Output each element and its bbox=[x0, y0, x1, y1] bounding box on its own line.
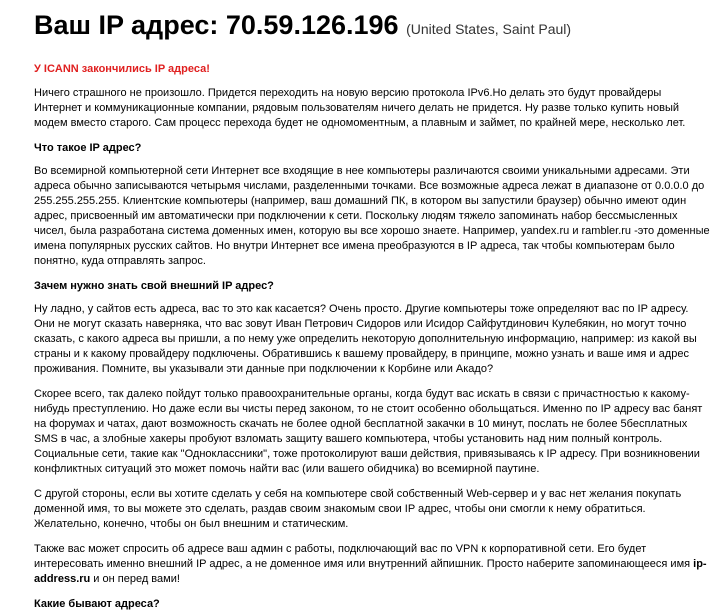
admin-text-before: Также вас может спросить об адресе ваш админ с работы, подключающий вас по VPN к корпоративной сети. Его будет интересовать именно внешний IP адрес, а не доменное имя или внутренний айпишник. Просто наберите запоминающееся имя bbox=[34, 543, 694, 570]
question-what-is-ip: Что такое IP адрес? bbox=[34, 142, 142, 154]
answer-what-is-ip: Во всемирной компьютерной сети Интернет все входящие в нее компьютеры различаются своими уникальными адресами. Эти адреса обычно записываются четырьмя числами, разделенными точками. Все возможные адреса лежат в диапазоне от 0.0.0.0 до 255.255.255.255. Клиентские компьютеры (например, ваш домашний ПК, в котором вы запустили браузер) обычно имеют один адрес, присвоенный им автоматически при подключении к сети. Поскольку людям тяжело запоминать набор бессмысленных чисел, была разработана система доменных имен, которую вы все хорошо знаете. Например, yandex.ru и rambler.ru -это доменные имена популярных русских сайтов. Но внутри Интернет все имена преобразуются в IP адреса, так чтобы компьютерам было понятно, куда отправлять запрос. bbox=[34, 165, 710, 267]
icann-notice: У ICANN закончились IP адреса! bbox=[34, 63, 210, 75]
intro-paragraph: Ничего страшного не произошло. Придется переходить на новую версию протокола IPv6.Но делать это будут провайдеры Интернет и коммуникационные компании, рядовым пользователям ничего делать не придется. Ну разве только купить новый модем вместо старого. Сам процесс перехода будет не одномоментным, а плавным и займет, по крайней мере, несколько лет. bbox=[34, 87, 686, 129]
admin-text-after: и он перед вами! bbox=[90, 573, 180, 585]
paragraph-admin-vpn bbox=[34, 542, 710, 587]
question-why-know-ip: Зачем нужно знать свой внешний IP адрес? bbox=[34, 280, 274, 292]
title-prefix: Ваш IP адрес: bbox=[34, 10, 226, 40]
page-title bbox=[34, 6, 710, 48]
location-label: (United States, Saint Paul) bbox=[406, 21, 572, 37]
question-address-types: Какие бывают адреса? bbox=[34, 598, 160, 610]
ip-address: 70.59.126.196 bbox=[225, 10, 399, 40]
paragraph-law-enforcement: Скорее всего, так далеко пойдут только правоохранительные органы, когда будут вас искать в связи с причастностью к какому-нибудь преступлению. Но даже если вы чисты перед законом, то не стоит особенно обольщаться. Именно по IP адресу вас банят на форумах и чатах, дают возможность скачать не более одной бесплатной закачки в 10 минут, послать не более 5бесплатных SMS в час, а злобные хакеры пробуют взломать защиту вашего компьютера, чтобы установить над ним полный контроль. Социальные сети, такие как "Одноклассники", тоже протоколируют ваши действия, привязываясь к IP адресу. При возникновении конфликтных ситуаций это может помочь найти вас (или вашего обидчика) во всемирной паутине. bbox=[34, 388, 703, 475]
paragraph-web-server: С другой стороны, если вы хотите сделать у себя на компьютере свой собственный Web-сервер и у вас нет желания покупать доменной имя, то вы можете это сделать, раздав своим знакомым свои IP адрес, чтобы они смогли к нему обратиться. Желательно, конечно, чтобы он был внешним и статическим. bbox=[34, 488, 682, 530]
answer-why-know-ip: Ну ладно, у сайтов есть адреса, вас то это как касается? Очень просто. Другие компьютеры тоже определяют вас по IP адресу. Они не могут сказать наверняка, что вас зовут Иван Петрович Сидоров или Исидор Сайфутдинович Кулебякин, но могут точно сказать, с какого адреса вы пришли, а по нему уже определить некоторую дополнительную информацию, например: из какой вы страны и к какому провайдеру подключены. Обратившись к вашему провайдеру, в принципе, можно узнать и ваше имя и адрес проживания. Помните, вы указывали эти данные при подключении к Корбине или Акадо? bbox=[34, 303, 697, 375]
site-name-link[interactable]: ip-address.ru bbox=[34, 558, 707, 585]
